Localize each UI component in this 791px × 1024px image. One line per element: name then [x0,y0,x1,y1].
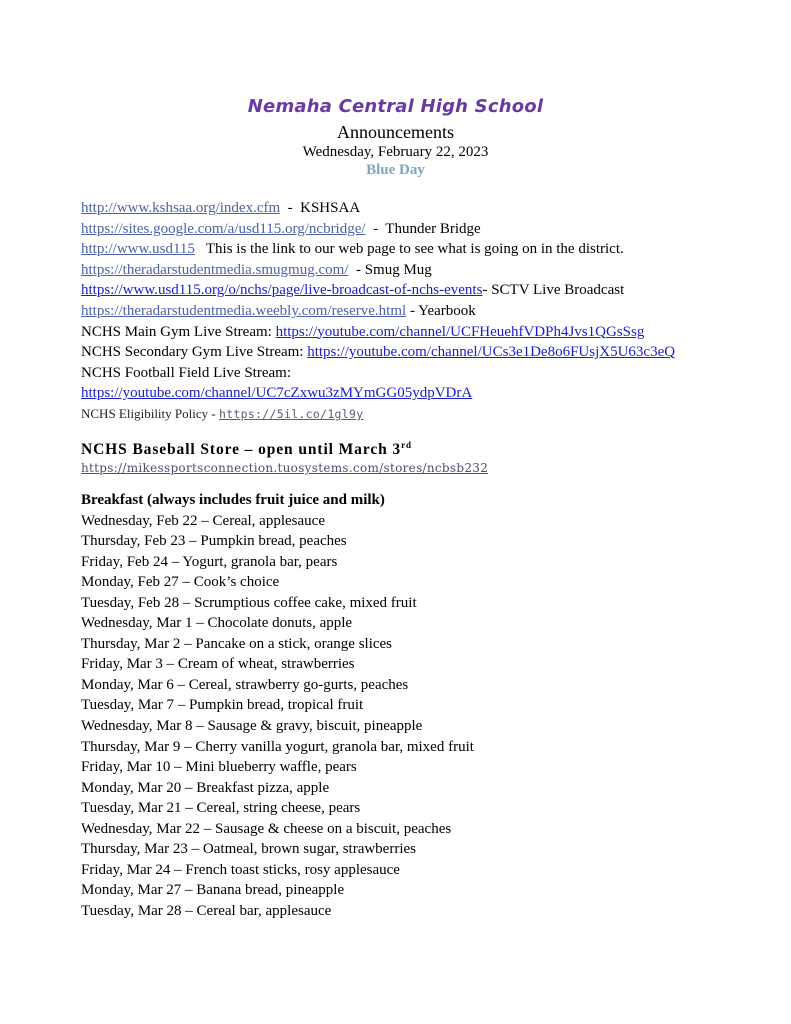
main-gym-row [81,322,771,343]
district-link[interactable]: http://www.usd115 [81,241,195,258]
kshsaa-link[interactable]: http://www.kshsaa.org/index.cfm [81,200,281,216]
page-title: Announcements [337,122,454,142]
link-desc: - SCTV Live Broadcast [482,282,625,299]
menu-item: Tuesday, Mar 21 – Cereal, string cheese, pears [81,800,361,817]
menu-item: Wednesday, Mar 22 – Sausage & cheese on a biscuit, peaches [81,820,452,837]
header [0,95,791,180]
link-desc: - KSHSAA [280,200,361,216]
thunder-bridge-link[interactable]: https://sites.google.com/a/usd115.org/ncbridge/ [81,220,366,237]
store-link[interactable]: https://mikessportsconnection.tuosystems.com/stores/ncbsb232 [81,461,489,475]
link-desc: This is the link to our web page to see what is going on in the district. [194,241,624,258]
breakfast-menu [81,490,771,921]
menu-item: Friday, Mar 10 – Mini blueberry waffle, pears [81,759,357,776]
secondary-gym-label: NCHS Secondary Gym Live Stream: [81,344,308,361]
football-link[interactable]: https://youtube.com/channel/UC7cZxwu3zMYmGG05ydpVDrA [81,385,473,402]
school-name: Nemaha Central High School [247,96,544,117]
link-row-yearbook [81,301,771,322]
eligibility-link[interactable]: https://5il.co/1gl9y [218,406,364,421]
store-title-text: NCHS Baseball Store – open until March 3 [81,441,402,458]
menu-item: Tuesday, Mar 28 – Cereal bar, applesauce [81,902,332,919]
link-row-smugmug [81,260,771,281]
smugmug-link[interactable]: https://theradarstudentmedia.smugmug.com/ [81,261,349,278]
yearbook-link[interactable]: https://theradarstudentmedia.weebly.com/reserve.html [81,302,407,319]
breakfast-title: Breakfast (always includes fruit juice and milk) [81,492,385,508]
menu-item: Monday, Mar 20 – Breakfast pizza, apple [81,779,330,796]
link-row-kshsaa [81,198,771,219]
football-row [81,383,771,404]
secondary-gym-link[interactable]: https://youtube.com/channel/UCs3e1De8o6FUsjX5U63c3eQ [307,344,676,361]
main-gym-label: NCHS Main Gym Live Stream: [81,323,276,340]
baseball-store [81,436,771,477]
menu-item: Monday, Mar 6 – Cereal, strawberry go-gurts, peaches [81,676,409,693]
menu-item: Thursday, Mar 9 – Cherry vanilla yogurt, granola bar, mixed fruit [81,738,474,755]
menu-item: Tuesday, Mar 7 – Pumpkin bread, tropical fruit [81,697,364,714]
menu-item: Friday, Mar 24 – French toast sticks, rosy applesauce [81,861,400,878]
link-desc: - Thunder Bridge [365,220,481,237]
menu-item: Thursday, Mar 23 – Oatmeal, brown sugar, strawberries [81,841,416,858]
menu-item: Wednesday, Feb 22 – Cereal, applesauce [81,512,325,529]
football-label: NCHS Football Field Live Stream: [81,364,291,381]
link-desc: - Smug Mug [348,261,432,278]
menu-item: Wednesday, Mar 1 – Chocolate donuts, apple [81,615,353,632]
menu-item: Monday, Feb 27 – Cook’s choice [81,574,280,591]
link-row-thunder-bridge [81,219,771,240]
menu-item: Thursday, Feb 23 – Pumpkin bread, peaches [81,533,347,550]
sctv-link[interactable]: https://www.usd115.org/o/nchs/page/live-broadcast-of-nchs-events [81,282,483,299]
menu-item: Wednesday, Mar 8 – Sausage & gravy, biscuit, pineapple [81,718,423,735]
link-row-district [81,239,771,260]
links-section [81,198,771,425]
eligibility-row [81,404,771,425]
menu-item: Tuesday, Feb 28 – Scrumptious coffee cake, mixed fruit [81,594,417,611]
secondary-gym-row [81,342,771,363]
link-row-sctv [81,280,771,301]
main-gym-link[interactable]: https://youtube.com/channel/UCFHeuehfVDPh4Jvs1QGsSsg [275,323,645,340]
menu-item: Monday, Mar 27 – Banana bread, pineapple [81,882,345,899]
menu-item: Friday, Feb 24 – Yogurt, granola bar, pears [81,553,338,570]
menu-item: Thursday, Mar 2 – Pancake on a stick, orange slices [81,635,393,652]
menu-item: Friday, Mar 3 – Cream of wheat, strawberries [81,656,355,673]
store-title [81,436,771,459]
store-title-sup: rd [401,440,412,450]
day-color: Blue Day [366,162,425,178]
link-desc: - Yearbook [406,302,476,319]
eligibility-label: NCHS Eligibility Policy - [81,405,219,421]
date: Wednesday, February 22, 2023 [302,144,489,160]
